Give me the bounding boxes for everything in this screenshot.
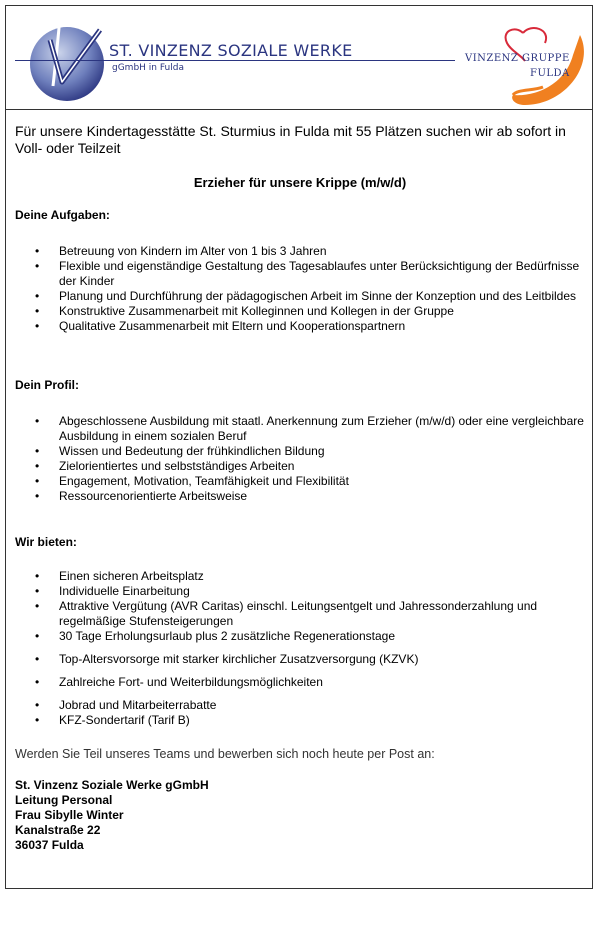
offer-heading: Wir bieten: — [15, 535, 77, 549]
list-item: • Konstruktive Zusammenarbeit mit Kolleginnen und Kollegen in der Gruppe — [15, 304, 585, 319]
closing-text: Werden Sie Teil unseres Teams und bewerben sich noch heute per Post an: — [15, 747, 435, 761]
group-name: VINZENZ GRUPPE — [465, 53, 570, 64]
job-title: Erzieher für unsere Krippe (m/w/d) — [193, 175, 407, 190]
list-item: • Flexible und eigenständige Gestaltung des Tagesablaufes unter Berücksichtigung der Bedürfnisse der Kinder — [15, 259, 585, 289]
list-item: • Engagement, Motivation, Teamfähigkeit und Flexibilität — [15, 474, 585, 489]
brand-underline — [15, 60, 455, 61]
list-item: • Qualitative Zusammenarbeit mit Eltern und Kooperationspartnern — [15, 319, 585, 334]
list-item: • Abgeschlossene Ausbildung mit staatl. Anerkennung zum Erzieher (m/w/d) oder eine vergleichbare Ausbildung in einem sozialen Beruf — [15, 414, 585, 444]
org-subtitle: gGmbH in Fulda — [112, 63, 184, 73]
heart-hands-logo-icon — [455, 25, 590, 107]
list-item: • Top-Altersvorsorge mit starker kirchlicher Zusatzversorgung (KZVK) — [15, 652, 585, 667]
profile-list — [15, 414, 585, 504]
intro-text: Für unsere Kindertagesstätte St. Sturmius in Fulda mit 55 Plätzen suchen wir ab sofort in Voll- oder Teilzeit — [15, 123, 566, 156]
contact-department: Leitung Personal — [15, 793, 113, 807]
contact-org: St. Vinzenz Soziale Werke gGmbH — [15, 778, 209, 792]
contact-person: Frau Sibylle Winter — [15, 808, 124, 822]
contact-address — [15, 778, 585, 853]
tasks-heading: Deine Aufgaben: — [15, 208, 110, 222]
list-item: • Planung und Durchführung der pädagogischen Arbeit im Sinne der Konzeption und des Leitbildes — [15, 289, 585, 304]
list-item: • Wissen und Bedeutung der frühkindlichen Bildung — [15, 444, 585, 459]
list-item: • Zielorientiertes und selbstständiges Arbeiten — [15, 459, 585, 474]
list-item: • Attraktive Vergütung (AVR Caritas) einschl. Leitungsentgelt und Jahressonderzahlung und regelmäßige Stufensteigerungen — [15, 599, 585, 629]
group-city: FULDA — [530, 68, 570, 79]
list-item: • 30 Tage Erholungsurlaub plus 2 zusätzliche Regenerationstage — [15, 629, 585, 644]
job-ad-content — [15, 114, 585, 853]
list-item: • Ressourcenorientierte Arbeitsweise — [15, 489, 585, 504]
profile-heading: Dein Profil: — [15, 378, 80, 392]
offer-list — [15, 569, 585, 728]
list-item: • Individuelle Einarbeitung — [15, 584, 585, 599]
contact-city: 36037 Fulda — [15, 838, 84, 852]
list-item: • Einen sicheren Arbeitsplatz — [15, 569, 585, 584]
list-item: • Betreuung von Kindern im Alter von 1 bis 3 Jahren — [15, 244, 585, 259]
org-name: ST. VINZENZ SOZIALE WERKE — [109, 41, 353, 60]
list-item: • Jobrad und Mitarbeiterrabatte — [15, 698, 585, 713]
contact-street: Kanalstraße 22 — [15, 823, 101, 837]
tasks-list — [15, 244, 585, 334]
list-item: • Zahlreiche Fort- und Weiterbildungsmöglichkeiten — [15, 675, 585, 690]
list-item: • KFZ-Sondertarif (Tarif B) — [15, 713, 585, 728]
